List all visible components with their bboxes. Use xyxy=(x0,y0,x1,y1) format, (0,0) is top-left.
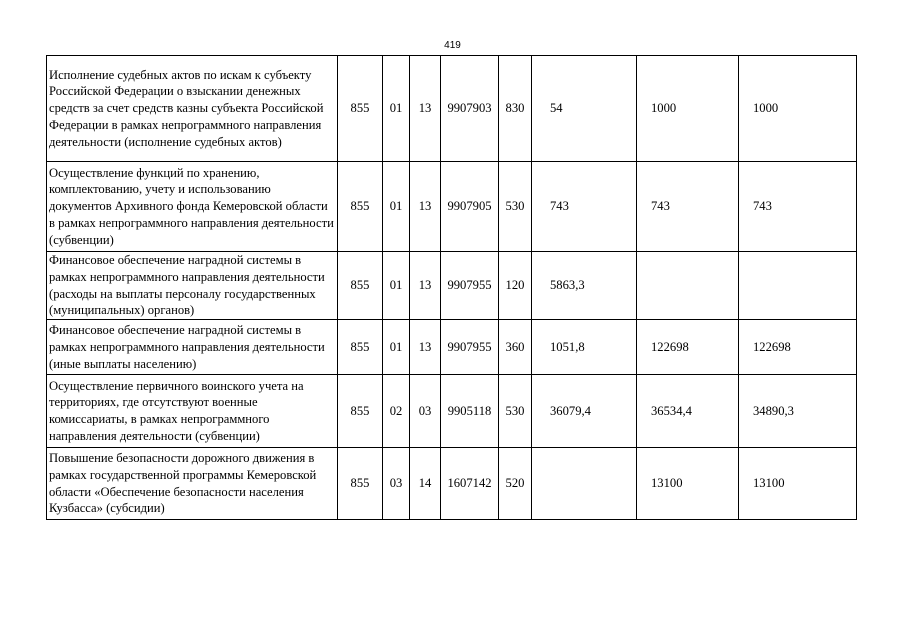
ministry-code: 855 xyxy=(338,56,383,162)
subsection-code: 13 xyxy=(410,56,441,162)
subsection-code: 13 xyxy=(410,320,441,375)
target-code: 9907955 xyxy=(441,252,499,320)
amount-year-3: 13100 xyxy=(739,448,857,520)
row-description: Повышение безопасности дорожного движения в рамках государственной программы Кемеровской области «Обеспечение безопасности населения Кузбасса» (субсидии) xyxy=(47,448,338,520)
section-code: 03 xyxy=(383,448,410,520)
amount-year-3: 743 xyxy=(739,162,857,252)
subsection-code: 03 xyxy=(410,375,441,448)
row-description: Финансовое обеспечение наградной системы в рамках непрограммного направления деятельности (иные выплаты населению) xyxy=(47,320,338,375)
row-description: Осуществление функций по хранению, комплектованию, учету и использованию документов Архивного фонда Кемеровской области в рамках непрограммного направления деятельности (субвенции) xyxy=(47,162,338,252)
expense-type-code: 530 xyxy=(499,162,532,252)
amount-year-1: 1051,8 xyxy=(532,320,637,375)
target-code: 9907955 xyxy=(441,320,499,375)
amount-year-2: 122698 xyxy=(637,320,739,375)
amount-year-2: 1000 xyxy=(637,56,739,162)
target-code: 9907903 xyxy=(441,56,499,162)
expense-type-code: 530 xyxy=(499,375,532,448)
amount-year-1: 743 xyxy=(532,162,637,252)
expense-type-code: 360 xyxy=(499,320,532,375)
ministry-code: 855 xyxy=(338,162,383,252)
table-row xyxy=(47,162,857,252)
ministry-code: 855 xyxy=(338,252,383,320)
amount-year-1: 36079,4 xyxy=(532,375,637,448)
target-code: 9907905 xyxy=(441,162,499,252)
section-code: 01 xyxy=(383,252,410,320)
subsection-code: 13 xyxy=(410,252,441,320)
section-code: 02 xyxy=(383,375,410,448)
section-code: 01 xyxy=(383,162,410,252)
amount-year-1: 54 xyxy=(532,56,637,162)
expense-type-code: 520 xyxy=(499,448,532,520)
target-code: 1607142 xyxy=(441,448,499,520)
amount-year-2: 13100 xyxy=(637,448,739,520)
subsection-code: 13 xyxy=(410,162,441,252)
table-row xyxy=(47,375,857,448)
row-description: Финансовое обеспечение наградной системы в рамках непрограммного направления деятельности (расходы на выплаты персоналу государственных (муниципальных) органов) xyxy=(47,252,338,320)
budget-table xyxy=(46,55,857,520)
ministry-code: 855 xyxy=(338,375,383,448)
section-code: 01 xyxy=(383,320,410,375)
target-code: 9905118 xyxy=(441,375,499,448)
subsection-code: 14 xyxy=(410,448,441,520)
amount-year-1: 5863,3 xyxy=(532,252,637,320)
table-row xyxy=(47,56,857,162)
amount-year-2: 743 xyxy=(637,162,739,252)
table-row xyxy=(47,252,857,320)
amount-year-2 xyxy=(637,252,739,320)
amount-year-2: 36534,4 xyxy=(637,375,739,448)
page-number: 419 xyxy=(444,40,461,51)
ministry-code: 855 xyxy=(338,448,383,520)
table-row xyxy=(47,320,857,375)
amount-year-3: 122698 xyxy=(739,320,857,375)
section-code: 01 xyxy=(383,56,410,162)
amount-year-3: 34890,3 xyxy=(739,375,857,448)
table-row xyxy=(47,448,857,520)
expense-type-code: 830 xyxy=(499,56,532,162)
amount-year-3: 1000 xyxy=(739,56,857,162)
row-description: Исполнение судебных актов по искам к субъекту Российской Федерации о взыскании денежных средств за счет средств казны субъекта Российской Федерации в рамках непрограммного направления деятельности (исполнение судебных актов) xyxy=(47,56,338,162)
amount-year-3 xyxy=(739,252,857,320)
row-description: Осуществление первичного воинского учета на территориях, где отсутствуют военные комиссариаты, в рамках непрограммного направления деятельности (субвенции) xyxy=(47,375,338,448)
amount-year-1 xyxy=(532,448,637,520)
expense-type-code: 120 xyxy=(499,252,532,320)
ministry-code: 855 xyxy=(338,320,383,375)
